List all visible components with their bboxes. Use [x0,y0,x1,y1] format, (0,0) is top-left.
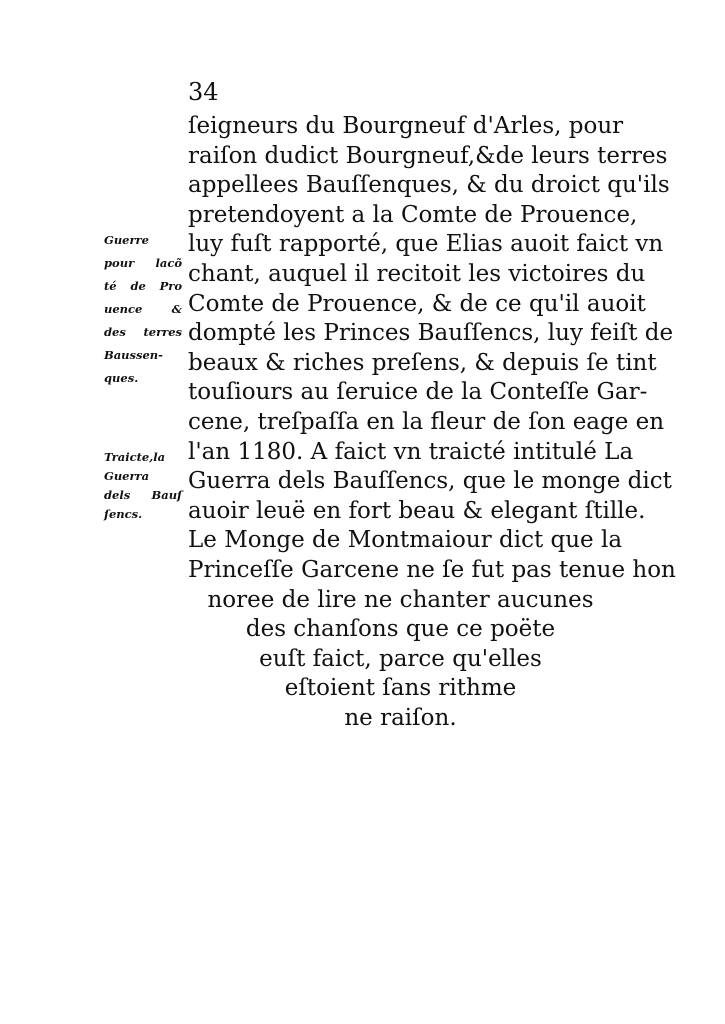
text-line: euſt faict, parce qu'elles [259,645,542,672]
text-line: chant, auquel il recitoit les victoires du [188,260,646,287]
text-line: dompté les Princes Bauſſencs, luy feiſt de [188,320,674,347]
text-line: cene, treſpaſſa en la fleur de ſon eage en [188,408,665,435]
margin-note-line: dels Bauſ [104,488,182,502]
text-line: des chanſons que ce poëte [245,616,556,643]
text-line: ne raiſon. [344,704,457,731]
text-line: Le Monge de Montmaiour dict que la [188,527,623,554]
page-number: 34 [188,78,219,106]
margin-note-line: ques. [104,371,139,385]
text-line: ſeigneurs du Bourgneuf d'Arles, pour [188,113,624,139]
margin-note-line: uence & [104,302,182,316]
text-line: auoir leuë en fort beau & elegant ſtille. [188,497,646,524]
margin-note-line: té de Pro [104,279,182,293]
margin-note-line: des terres [104,325,182,339]
text-line: l'an 1180. A faict vn traicté intitulé La [188,438,634,465]
text-line: Princeſſe Garcene ne ſe fut pas tenue hon [188,556,676,583]
margin-note-line: Traicte,la [104,450,166,464]
text-line: Comte de Prouence, & de ce qu'il auoit [188,290,646,317]
text-line: eſtoient ſans rithme [284,675,517,702]
text-line: touſiours au ſeruice de la Conteſſe Gar- [188,379,648,406]
margin-note-line: Guerre [104,233,149,247]
text-line: raiſon dudict Bourgneuf,&de leurs terres [188,142,668,169]
margin-note-line: Guerra [104,469,150,483]
margin-note-guerre [104,229,182,390]
text-line: pretendoyent a la Comte de Prouence, [188,201,638,228]
text-line: beaux & riches preſens, & depuis ſe tint [188,349,657,376]
margin-note-line: Baussen- [104,348,163,362]
text-line: Guerra dels Bauſſencs, que le monge dict [188,468,672,495]
margin-note-line: pour lacõ [104,256,182,270]
margin-note-line: ſencs. [104,507,143,521]
text-line: noree de lire ne chanter aucunes [207,586,594,613]
text-line: appellees Bauſſenques, & du droict qu'ils [188,172,670,199]
text-line: luy fuſt rapporté, que Elias auoit faict vn [188,231,664,258]
margin-note-traicte [104,448,182,524]
body-text [188,112,676,733]
